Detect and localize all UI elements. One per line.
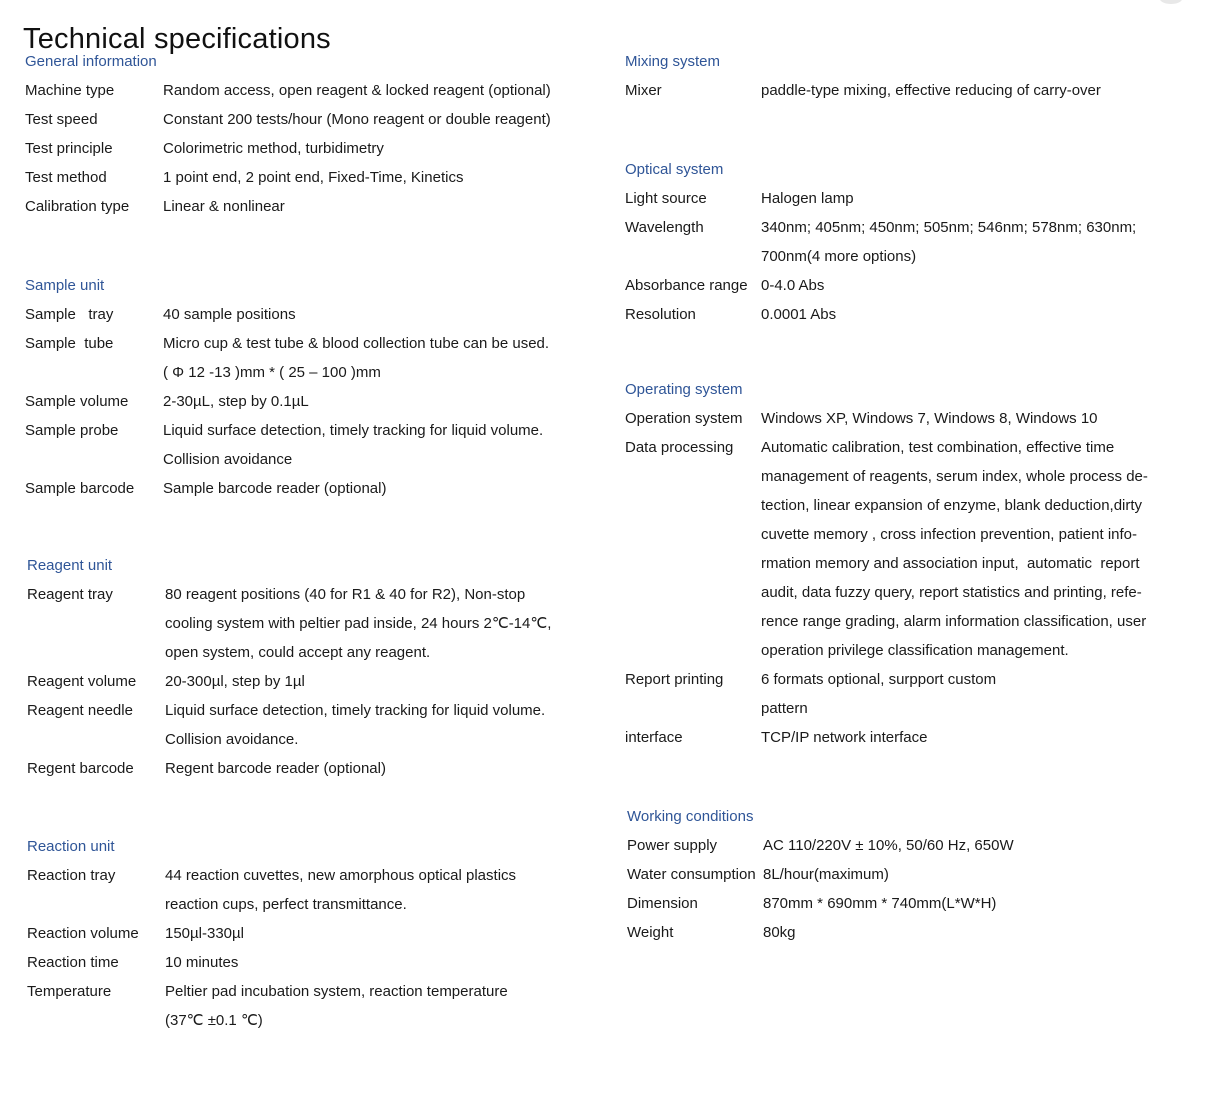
spec-value [165,696,597,754]
spec-value-line: Peltier pad incubation system, reaction temperature [165,983,508,1000]
section-heading: General information [25,53,157,70]
spec-label: Test speed [25,111,98,128]
spec-row [625,76,1185,105]
spec-value-line: Halogen lamp [761,190,854,207]
spec-value-line: cooling system with peltier pad inside, 24 hours 2℃-14℃, [165,615,552,632]
spec-value-line: 10 minutes [165,954,239,971]
spec-value-line: Collision avoidance. [165,731,299,748]
spec-value-line: 870mm * 690mm * 740mm(L*W*H) [763,895,997,912]
spec-label: Report printing [625,671,724,688]
spec-value [163,76,595,105]
spec-row [27,754,597,783]
spec-label: Power supply [627,837,718,854]
spec-value [165,861,597,919]
spec-row [27,696,597,754]
section-heading: Sample unit [25,277,105,294]
spec-value-line: 80kg [763,924,796,941]
spec-value [761,271,1185,300]
spec-label: Reagent tray [27,586,113,603]
spec-value-line: 0-4.0 Abs [761,277,825,294]
spec-row [25,192,595,221]
spec-value [761,300,1185,329]
spec-value [761,723,1185,752]
spec-row [25,76,595,105]
spec-value-line: 700nm(4 more options) [761,248,917,265]
spec-value [165,667,597,696]
spec-row [627,831,1187,860]
corner-decoration [1160,0,1182,4]
spec-label: Reaction tray [27,867,116,884]
spec-value [165,754,597,783]
spec-row [25,134,595,163]
spec-value [761,213,1185,271]
section-mixing-system [625,47,1185,105]
section-heading: Operating system [625,381,743,398]
spec-value-line: operation privilege classification management. [761,642,1069,659]
spec-value-line: Constant 200 tests/hour (Mono reagent or double reagent) [163,111,551,128]
spec-value [763,889,1187,918]
spec-value-line: cuvette memory , cross infection prevention, patient info- [761,526,1138,543]
spec-value [163,163,595,192]
spec-value-line: 20-300µl, step by 1µl [165,673,305,690]
section-heading: Working conditions [627,808,754,825]
spec-row [25,300,595,329]
spec-value [165,580,597,667]
spec-value [163,300,595,329]
section-general-information [25,47,595,221]
section-working-conditions [627,802,1187,947]
spec-row [25,105,595,134]
section-optical-system [625,155,1185,329]
spec-value [761,404,1185,433]
spec-value-line: 150µl-330µl [165,925,244,942]
spec-value-line: 40 sample positions [163,306,296,323]
section-heading: Mixing system [625,53,721,70]
spec-value-line: Automatic calibration, test combination, effective time [761,439,1115,456]
spec-value-line: Micro cup & test tube & blood collection tube can be used. [163,335,550,352]
section-sample-unit [25,271,595,503]
spec-value-line: (37℃ ±0.1 ℃) [165,1012,263,1029]
spec-label: Calibration type [25,198,130,215]
spec-value [163,105,595,134]
spec-row [27,948,597,977]
spec-label: Operation system [625,410,743,427]
spec-value-line: ( Φ 12 -13 )mm * ( 25 – 100 )mm [163,364,381,381]
spec-row [625,300,1185,329]
spec-row [627,860,1187,889]
spec-row [25,387,595,416]
spec-value-line: 1 point end, 2 point end, Fixed-Time, Kinetics [163,169,464,186]
section-heading: Optical system [625,161,724,178]
spec-row [625,665,1185,723]
spec-label: Sample tray [25,306,114,323]
spec-value-line: tection, linear expansion of enzyme, blank deduction,dirty [761,497,1143,514]
spec-label: Mixer [625,82,662,99]
spec-row [25,474,595,503]
spec-label: Regent barcode [27,760,134,777]
spec-row [627,918,1187,947]
spec-value [163,192,595,221]
spec-value [165,948,597,977]
spec-row [27,861,597,919]
spec-row [27,580,597,667]
spec-row [27,667,597,696]
spec-value-line: rence range grading, alarm information classification, user [761,613,1147,630]
spec-value-line: 340nm; 405nm; 450nm; 505nm; 546nm; 578nm; 630nm; [761,219,1137,236]
spec-label: Reaction volume [27,925,139,942]
spec-value-line: Linear & nonlinear [163,198,285,215]
spec-label: Reagent volume [27,673,137,690]
spec-value-line: 44 reaction cuvettes, new amorphous optical plastics [165,867,517,884]
spec-row [627,889,1187,918]
spec-label: Sample probe [25,422,119,439]
spec-row [27,977,597,1035]
spec-value-line: pattern [761,700,808,717]
spec-row [27,919,597,948]
spec-value [763,918,1187,947]
spec-label: Machine type [25,82,115,99]
spec-label: Test method [25,169,107,186]
spec-value [163,134,595,163]
spec-row [25,163,595,192]
spec-value [761,76,1185,105]
spec-value-line: reaction cups, perfect transmittance. [165,896,407,913]
spec-value-line: Collision avoidance [163,451,293,468]
spec-value-line: open system, could accept any reagent. [165,644,431,661]
spec-label: Sample volume [25,393,129,410]
spec-value [761,184,1185,213]
spec-value [165,977,597,1035]
section-heading: Reaction unit [27,838,115,855]
spec-row [625,184,1185,213]
spec-value-line: Random access, open reagent & locked reagent (optional) [163,82,551,99]
spec-row [625,723,1185,752]
spec-value-line: 8L/hour(maximum) [763,866,889,883]
spec-label: Reagent needle [27,702,133,719]
spec-label: interface [625,729,683,746]
spec-label: Water consumption [627,866,756,883]
spec-row [25,329,595,387]
spec-label: Absorbance range [625,277,748,294]
spec-label: Reaction time [27,954,119,971]
spec-value [163,416,595,474]
spec-value [165,919,597,948]
section-operating-system [625,375,1185,752]
spec-value-line: 0.0001 Abs [761,306,837,323]
spec-label: Weight [627,924,674,941]
spec-value-line: TCP/IP network interface [761,729,928,746]
spec-row [625,213,1185,271]
spec-value-line: Liquid surface detection, timely tracking for liquid volume. [165,702,546,719]
spec-row [25,416,595,474]
section-heading: Reagent unit [27,557,113,574]
section-reaction-unit [27,832,597,1035]
spec-row [625,433,1185,665]
spec-value-line: 6 formats optional, surpport custom [761,671,997,688]
spec-value [763,860,1187,889]
spec-label: Dimension [627,895,698,912]
spec-label: Data processing [625,439,734,456]
spec-label: Temperature [27,983,112,1000]
spec-label: Light source [625,190,707,207]
spec-value [163,387,595,416]
spec-label: Test principle [25,140,113,157]
spec-label: Wavelength [625,219,704,236]
section-reagent-unit [27,551,597,783]
spec-value [761,665,1185,723]
spec-value-line: Windows XP, Windows 7, Windows 8, Windows 10 [761,410,1098,427]
spec-label: Sample barcode [25,480,135,497]
spec-label: Resolution [625,306,696,323]
spec-value-line: Colorimetric method, turbidimetry [163,140,384,157]
spec-value-line: audit, data fuzzy query, report statistics and printing, refe- [761,584,1142,601]
spec-value-line: rmation memory and association input, automatic report [761,555,1140,572]
spec-label: Sample tube [25,335,114,352]
spec-value [163,474,595,503]
spec-value-line: Sample barcode reader (optional) [163,480,387,497]
spec-row [625,271,1185,300]
page-title: Technical specifications [23,23,331,56]
spec-value-line: management of reagents, serum index, whole process de- [761,468,1148,485]
spec-value-line: paddle-type mixing, effective reducing of carry-over [761,82,1101,99]
spec-value-line: AC 110/220V ± 10%, 50/60 Hz, 650W [763,837,1014,854]
spec-row [625,404,1185,433]
spec-value [763,831,1187,860]
spec-value-line: 80 reagent positions (40 for R1 & 40 for R2), Non-stop [165,586,526,603]
spec-value [163,329,595,387]
spec-value-line: 2-30µL, step by 0.1µL [163,393,309,410]
spec-value-line: Regent barcode reader (optional) [165,760,386,777]
spec-value [761,433,1185,665]
spec-value-line: Liquid surface detection, timely tracking for liquid volume. [163,422,544,439]
